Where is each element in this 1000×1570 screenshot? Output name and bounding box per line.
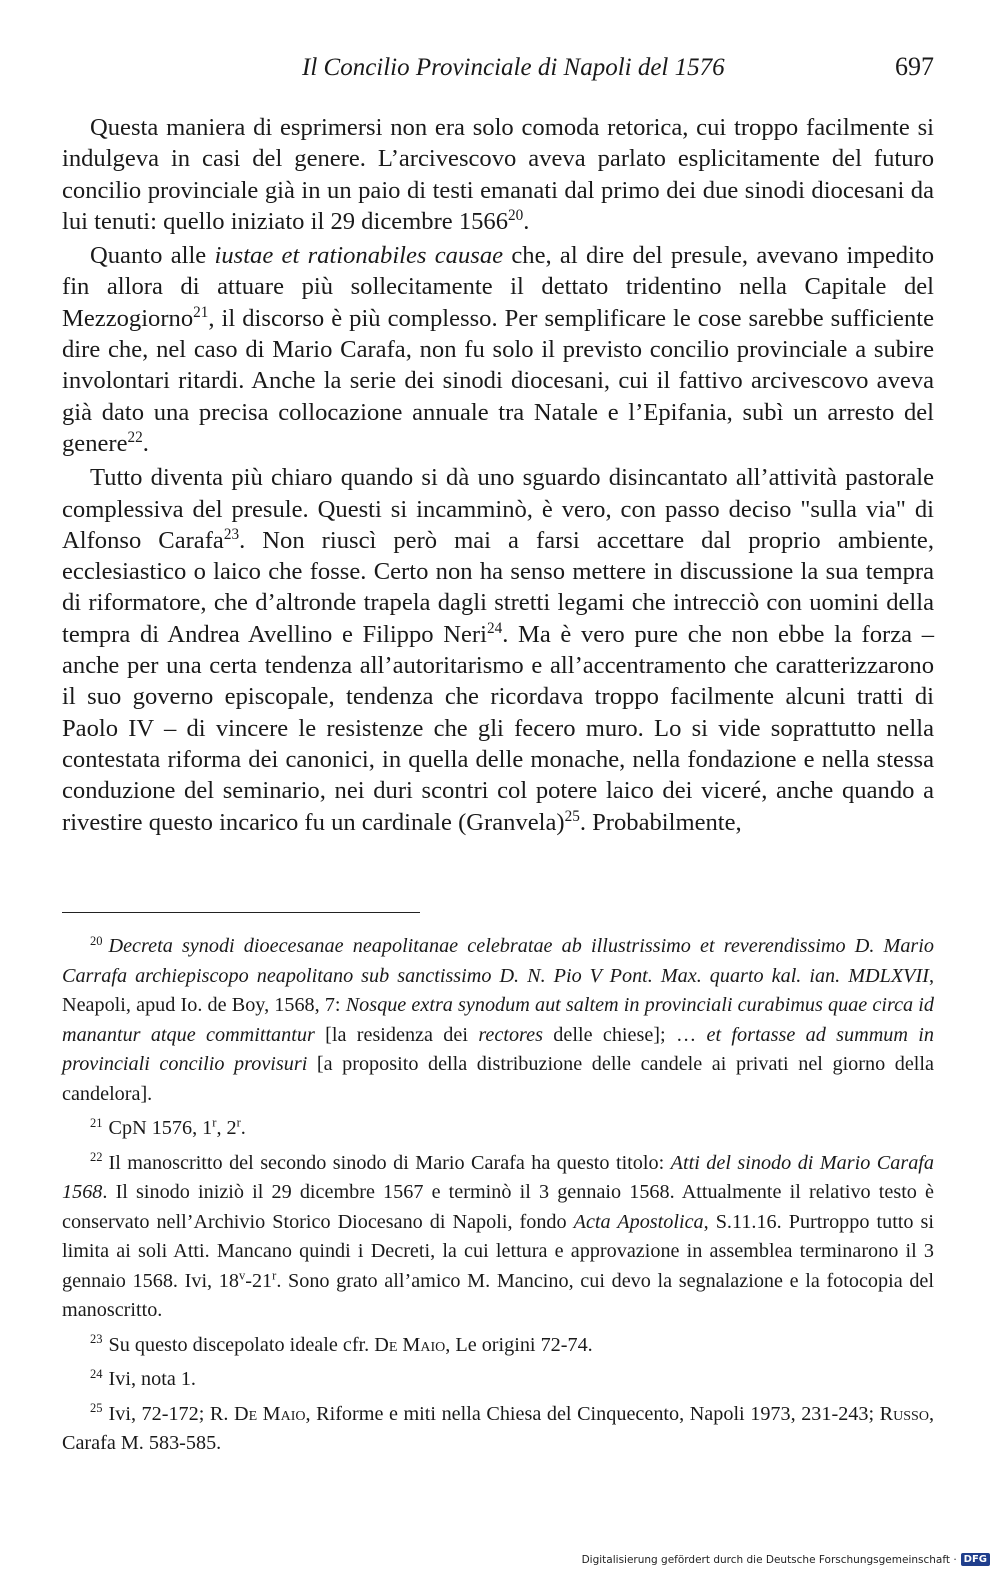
body-paragraph: Quanto alle iustae et rationabiles causae che, al dire del presule, avevano impedito fin allora di attuare più sollecitamente il dettato tridentino nella Capitale del Mezzogiorno$^{21}$, il discorso è più complesso. Per semplificare le cose sarebbe sufficiente dire che, nel caso di Mario Carafa, non fu solo il previsto concilio provinciale a subire involontari ritardi. Anche la serie dei sinodi diocesani, cui il fattivo arcivescovo aveva già dato una precisa collocazione annuale tra Natale e l’Epifania, subì un arresto del genere$^{22}$. — [62, 242, 934, 457]
dfg-logo: DFG — [961, 1553, 990, 1566]
note-reference: 21 — [193, 303, 209, 321]
note-reference: 22 — [127, 428, 143, 446]
footnote-number: 22 — [90, 1150, 103, 1164]
footnote — [62, 1365, 934, 1395]
page-header — [62, 54, 934, 90]
footnote-text: Ivi, 72-172; R. De Maio, Riforme e miti nella Chiesa del Cinquecento, Napoli 1973, 231-243; Russo, Carafa M. 583-585. — [62, 1402, 934, 1454]
footnote — [62, 1114, 934, 1144]
body-paragraph: Questa maniera di esprimersi non era solo comoda retorica, cui troppo facilmente si indulgeva in casi del genere. L’arcivescovo aveva parlato esplicitamente del futuro concilio provinciale già in un paio di testi emanati dal primo dei due sinodi diocesani da lui tenuti: quello iniziato il 29 dicembre 1566$^{20}$. — [62, 114, 934, 235]
small-caps-run: Russo — [879, 1402, 929, 1425]
footnote-text: Decreta synodi dioecesanae neapolitanae celebratae ab illustrissimo et reverendissimo D. Mario Carrafa archiepiscopo neapolitano sub sanctissimo D. N. Pio V Pont. Max. quarto kal. ian. MDLXVII, Neapoli, apud Io. de Boy, 1568, 7: Nosque extra synodum aut saltem in provinciali curabimus quae circa id manantur atque committantur [la residenza dei rectores delle chiese]; … et fortasse ad summum in provinciali concilio provisuri [a proposito della distribuzione delle candele ai privati nel giorno della candelora]. — [62, 935, 934, 1105]
italic-run: et fortasse ad summum in provinciali concilio provisuri — [62, 1023, 934, 1075]
page-number: 697 — [895, 52, 934, 81]
small-caps-run: De Maio — [233, 1402, 306, 1425]
note-reference: 25 — [564, 807, 580, 825]
italic-run: Acta Apostolica — [573, 1210, 704, 1233]
italic-run: Decreta synodi dioecesanae neapolitanae celebratae ab illustrissimo et reverendissimo D. Mario Carrafa archiepiscopo neapolitano sub sanctissimo D. N. Pio V Pont. Max. quarto kal. ian. MDLXVII — [62, 935, 934, 987]
italic-run: iustae et rationabiles causae — [214, 242, 504, 270]
note-reference: 24 — [486, 619, 503, 637]
footnote — [62, 1400, 934, 1459]
footnote-number: 21 — [90, 1115, 103, 1130]
footnote-text: Il manoscritto del secondo sinodo di Mario Carafa ha questo titolo: Atti del sinodo di Mario Carafa 1568. Il sinodo iniziò il 29 dicembre 1567 e terminò il 3 gennaio 1568. Attualmente il relativo testo è conservato nell’Archivio Storico Diocesano di Napoli, fondo Acta Apostolica, S.11.16. Purtroppo tutto si limita ai soli Atti. Mancano quindi i Decreti, la cui lettura e approvazione in assemblea terminarono il 3 gennaio 1568. Ivi, 18$^v$-21$^r$. Sono grato all’amico M. Mancino, cui devo la segnalazione e la fotocopia del manoscritto. — [62, 1151, 934, 1321]
footnote — [62, 1149, 934, 1326]
note-reference: r — [272, 1268, 277, 1282]
small-caps-run: De Maio — [374, 1333, 446, 1356]
footnote-text: CpN 1576, 1$^r$, 2$^r$. — [108, 1115, 246, 1139]
note-reference: 20 — [508, 206, 524, 224]
footnote-separator — [62, 912, 420, 913]
note-reference: 23 — [223, 525, 240, 543]
note-reference: v — [238, 1268, 246, 1282]
body-paragraph: Tutto diventa più chiaro quando si dà uno sguardo disincantato all’attività pastorale complessiva del presule. Questi si incamminò, è vero, con passo deciso "sulla via" di Alfonso Carafa$^{23}$. Non riuscì però mai a farsi accettare dal proprio ambiente, ecclesiastico o laico che fosse. Certo non ha senso mettere in discussione la sua tempra di riformatore, che d’altronde trapela dagli stretti legami che intrecciò con uomini della tempra di Andrea Avellino e Filippo Neri$^{24}$. Ma è vero pure che non ebbe la forza – anche per una certa tendenza all’autoritarismo e all’accentramento che caratterizzarono il suo governo episcopale, tendenza che ricordava troppo facilmente alcuni tratti di Paolo IV – di vincere le resistenze che gli fecero muro. Lo si vide soprattutto nella contestata riforma dei canonici, in quella delle monache, nella fondazione e nella stessa conduzione del seminario, nei duri scontri col potere laico dei viceré, anche quando a rivestire questo incarico fu un cardinale (Granvela)$^{25}$. Probabilmente, — [62, 464, 934, 836]
italic-run: rectores — [478, 1023, 543, 1046]
footnote-number: 20 — [90, 933, 103, 948]
footnote-number: 25 — [90, 1401, 103, 1415]
italic-run: Nosque extra synodum aut saltem in provinciali curabimus quae circa id manantur atque committantur — [62, 994, 934, 1046]
italic-run: Atti del sinodo di Mario Carafa 1568 — [62, 1151, 934, 1203]
main-text — [62, 112, 934, 838]
footnote-text: Ivi, nota 1. — [108, 1368, 196, 1390]
footnote — [62, 1331, 934, 1361]
digitization-credit — [582, 1553, 990, 1566]
footnote-number: 24 — [90, 1366, 103, 1381]
running-title: Il Concilio Provinciale di Napoli del 1576 — [302, 54, 725, 81]
note-reference: r — [236, 1115, 241, 1130]
footnotes — [62, 932, 934, 1459]
note-reference: r — [212, 1115, 217, 1130]
footnote-text: Su questo discepolato ideale cfr. De Maio, Le origini 72-74. — [108, 1333, 593, 1356]
credit-text: Digitalisierung gefördert durch die Deutsche Forschungsgemeinschaft · — [581, 1553, 957, 1566]
footnote-number: 23 — [90, 1332, 103, 1346]
footnote — [62, 932, 934, 1109]
